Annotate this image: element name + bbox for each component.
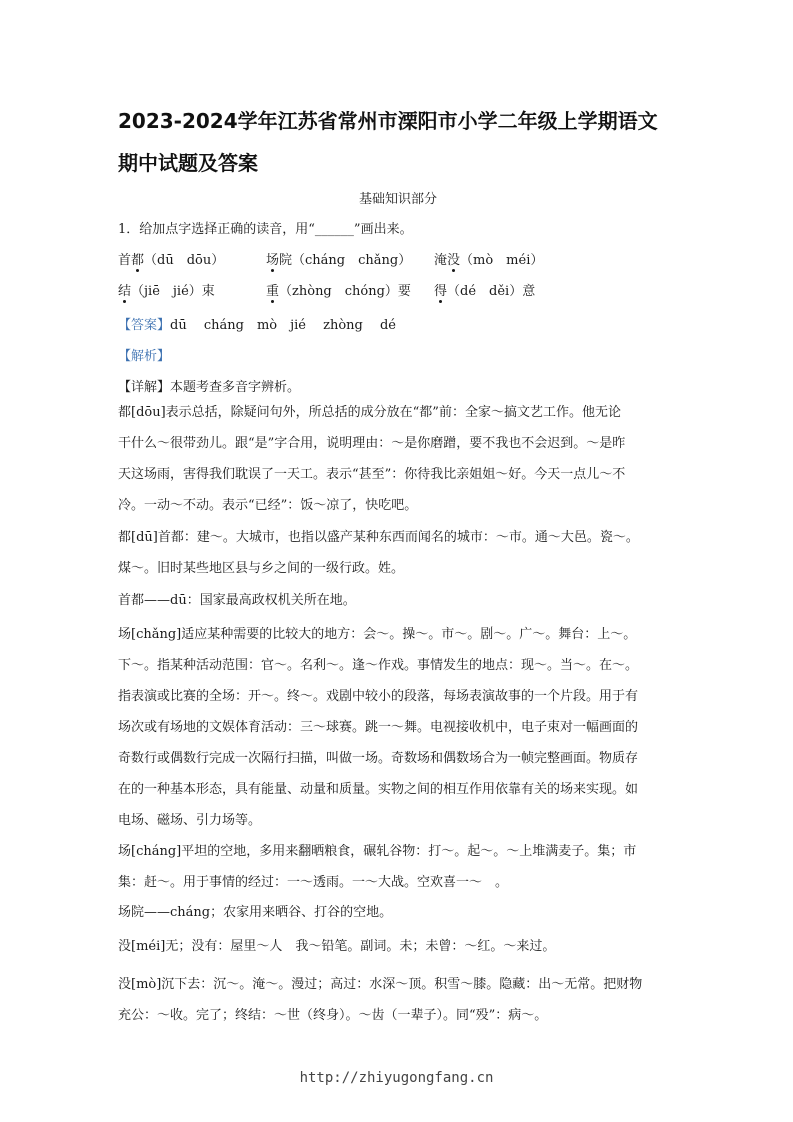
question-item: 重（zhòng chóng）要 xyxy=(266,284,411,299)
paragraph-shoudu: 首都——dū：国家最高政权机关所在地。 xyxy=(118,593,356,608)
paragraph-mo: 没[mò]沉下去：沉～。淹～。漫过；高过：水深～顶。积雪～膝。隐藏：出～无常。把财物 充公：～收。完了；终结：～世（终身）。～齿（一辈子）。同“殁”：病～。 xyxy=(118,977,643,1023)
paragraph-du: 都[dū]首都：建～。大城市，也指以盛产某种东西而闻名的城市：～市。通～大邑。瓷～。 煤～。旧时某些地区县与乡之间的一级行政。姓。 xyxy=(118,530,639,576)
document-title xyxy=(118,100,678,184)
answer-text: dū cháng mò jié zhòng dé xyxy=(170,318,396,333)
question-item: 场院（cháng chǎng） xyxy=(266,253,412,268)
answer-line xyxy=(118,314,396,333)
detail-line: 【详解】本题考查多音字辨析。 xyxy=(118,380,301,395)
answer-label: 【答案】 xyxy=(118,318,171,333)
analysis-label: 【解析】 xyxy=(118,349,171,364)
question-item: 得（dé děi）意 xyxy=(434,284,536,299)
section-heading: 基础知识部分 xyxy=(358,192,437,207)
title-line-2: 期中试题及答案 xyxy=(118,151,258,175)
footer-url[interactable]: http://zhiyugongfang.cn xyxy=(299,1070,494,1086)
paragraph-chang2: 场[cháng]平坦的空地，多用来翻晒粮食，碾轧谷物：打～。起～。～上堆满麦子。集；市 集：赶～。用于事情的经过：一～透雨。一～大战。空欢喜一～ 。 xyxy=(118,844,637,890)
question-item: 首都（dū dōu） xyxy=(118,253,225,268)
paragraph-changyuan: 场院——cháng；农家用来晒谷、打谷的空地。 xyxy=(118,905,393,920)
question-item: 淹没（mò méi） xyxy=(434,253,544,268)
question-text: 1．给加点字选择正确的读音，用“______”画出来。 xyxy=(118,222,413,237)
question-item: 结（jiē jié）束 xyxy=(118,284,215,299)
title-line-1: 2023-2024学年江苏省常州市溧阳市小学二年级上学期语文 xyxy=(118,109,658,133)
paragraph-chang3: 场[chǎng]适应某种需要的比较大的地方：会～。操～。市～。剧～。广～。舞台：上～。 下～。指某种活动范围：官～。名利～。逢～作戏。事情发生的地点：现～。当～。在～。 指表演或比赛的全场：开～。终～。戏剧中较小的段落，每场表演故事的一个片段。用于有 场次或有场地的文娱体育活动：三～球赛。跳一～舞。电视接收机中，电子束对一幅画面的 奇数行或偶数行完成一次隔行扫描，叫做一场。奇数场和偶数场合为一帧完整画面。物质存 在的一种基本形态，具有能量、动量和质量。实物之间的相互作用依靠有关的场来实现。如 电场、磁场、引力场等。 xyxy=(118,627,639,828)
paragraph-mei: 没[méi]无；没有：屋里～人 我～铅笔。副词。未；未曾：～红。～来过。 xyxy=(118,939,556,954)
paragraph-dou: 都[dōu]表示总括，除疑问句外，所总括的成分放在“都”前：全家～搞文艺工作。他无论 干什么～很带劲儿。跟“是”字合用，说明理由：～是你磨蹭，要不我也不会迟到。～是昨 天这场雨，害得我们耽误了一天工。表示“甚至”：你待我比亲姐姐～好。今天一点儿～不 冷。一动～不动。表示“已经”：饭～凉了，快吃吧。 xyxy=(118,405,626,513)
